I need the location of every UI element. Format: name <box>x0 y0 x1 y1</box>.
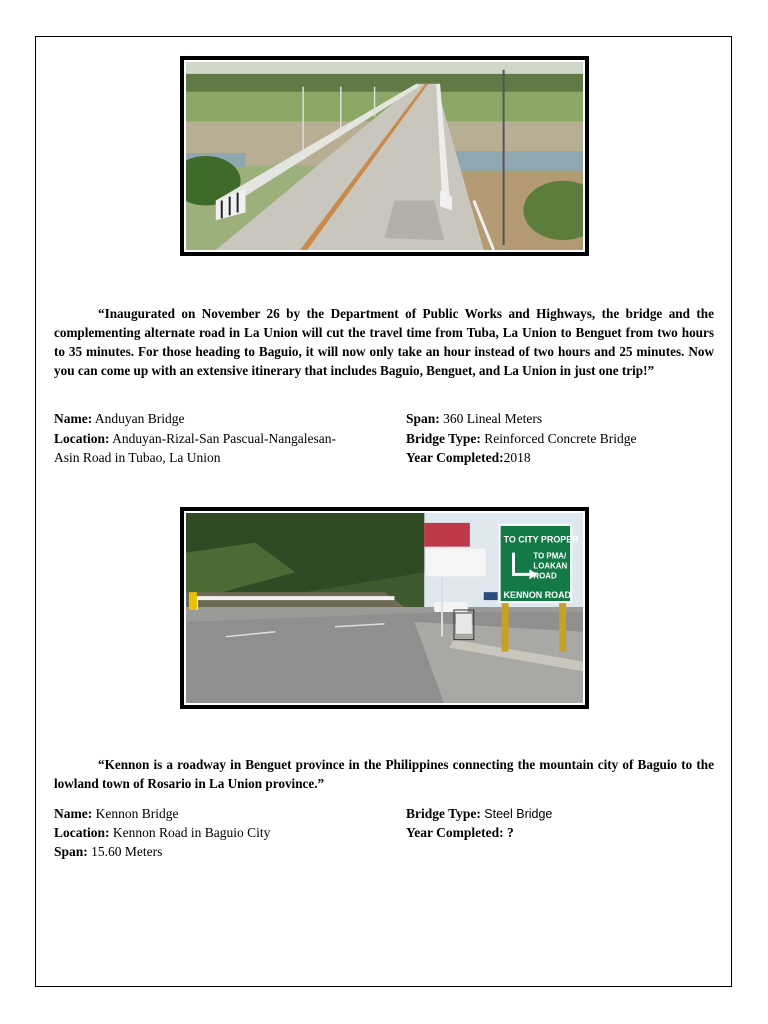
bridge1-location-value: Anduyan-Rizal-San Pascual-Nangalesan- <box>112 431 336 446</box>
road-photo-frame <box>180 507 589 709</box>
sign-line-5: KENNON ROAD <box>503 590 571 601</box>
bridge1-name-value: Anduyan Bridge <box>94 411 185 426</box>
bridge2-type <box>406 804 552 824</box>
sign-line-2: TO PMA/ <box>533 551 567 561</box>
bridge1-year-value: 2018 <box>503 450 531 465</box>
bridge1-location-label: Location: <box>54 431 110 446</box>
bridge2-year-label: Year Completed: <box>406 825 504 840</box>
bridge1-location-line2: Asin Road in Tubao, La Union <box>54 450 221 465</box>
bridge1-name-label: Name: <box>54 411 93 426</box>
bridge1-year <box>406 448 531 467</box>
bridge1-year-label: Year Completed: <box>406 450 504 465</box>
bridge2-location <box>54 823 270 842</box>
bridge2-name-label: Name: <box>54 806 93 821</box>
sign-line-4: ROAD <box>533 571 557 581</box>
bridge-photo-frame <box>180 56 589 256</box>
bridge2-type-value: Steel Bridge <box>484 807 553 821</box>
bridge2-name <box>54 804 178 823</box>
bridge1-span-label: Span: <box>406 411 440 426</box>
sign-line-3: LOAKAN <box>533 561 568 571</box>
bridge2-span <box>54 842 162 861</box>
bridge2-year-value: ? <box>506 825 514 840</box>
bridge1-span-value: 360 Lineal Meters <box>443 411 543 426</box>
bridge2-type-label: Bridge Type: <box>406 806 481 821</box>
bridge1-span <box>406 409 542 428</box>
bridge1-type-value: Reinforced Concrete Bridge <box>484 431 637 446</box>
bridge2-location-value: Kennon Road in Baguio City <box>112 825 271 840</box>
bridge1-quote: “Inaugurated on November 26 by the Department of Public Works and Highways, the bridge and the complementing alternate road in La Union will cut the travel time from Tuba, La Union to Benguet from two hours to 35 minutes. For those heading to Baguio, it will now only take an hour instead of two hours and 25 minutes. Now you can come up with an extensive itinerary that includes Baguio, Benguet, and La Union in just one trip!” <box>54 306 714 378</box>
bridge2-location-label: Location: <box>54 825 110 840</box>
bridge2-span-value: 15.60 Meters <box>91 844 163 859</box>
bridge1-type-label: Bridge Type: <box>406 431 481 446</box>
bridge2-year <box>406 823 514 842</box>
bridge1-location <box>54 429 336 448</box>
bridge-photo <box>184 60 585 252</box>
bridge2-quote: “Kennon is a roadway in Benguet province in the Philippines connecting the mountain city of Baguio to the lowland town of Rosario in La Union province.” <box>54 757 714 791</box>
sign-line-1: TO CITY PROPER <box>503 534 579 545</box>
bridge1-type <box>406 429 636 448</box>
road-photo <box>184 511 585 705</box>
bridge2-name-value: Kennon Bridge <box>95 806 179 821</box>
bridge1-name <box>54 409 184 428</box>
bridge2-span-label: Span: <box>54 844 88 859</box>
